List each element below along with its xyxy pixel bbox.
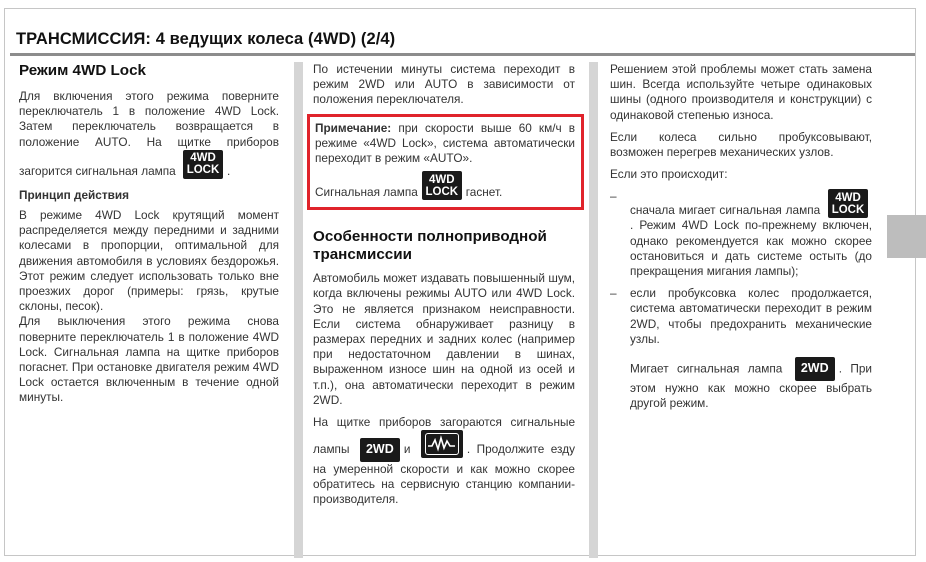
lamp-label-top: 4WD <box>190 152 216 165</box>
list-item-text <box>630 189 872 279</box>
paragraph-warning-lamps <box>313 415 575 507</box>
paragraph-enable-end: . <box>226 163 231 178</box>
note-lamp-text-before: Сигнальная лампа <box>315 185 418 200</box>
column-divider-2 <box>589 62 598 558</box>
overheat-steps-list <box>610 189 872 347</box>
column-middle <box>313 62 575 514</box>
note-text <box>315 121 575 167</box>
note-box <box>307 114 584 211</box>
note-lamp-line <box>315 171 575 200</box>
paragraph-disable: Для выключения этого режима снова поверните переключатель 1 в положение 4WD Lock. Сигнальная лампа на щитке приборов погаснет. При остановке двигателя режим 4WD Lock остается включенным в течение одной минуты. <box>19 314 279 405</box>
2wd-blink-text-before: Мигает сигнальная лампа <box>630 361 783 376</box>
warning-lamps-text-start: На щитке приборов загораются сигнальные лампы <box>313 415 575 457</box>
list-item <box>610 189 872 279</box>
lamp-label-top: 4WD <box>835 191 861 204</box>
column-left <box>19 62 279 413</box>
paragraph-2wd-blink <box>610 357 872 411</box>
section-title-4wd-lock: Режим 4WD Lock <box>19 62 146 79</box>
lamp-label-bottom: LOCK <box>425 185 459 198</box>
paragraph-if-happens: Если это происходит: <box>610 167 728 182</box>
paragraph-minute-transition: По истечении минуты система переходит в режим 2WD или AUTO в зависимости от положения переключателя. <box>313 62 575 107</box>
list-item-text-after: . Режим 4WD Lock по-прежнему включен, однако рекомендуется как можно скорее остановиться и дать системе остыть (до прекращения мигания лампы); <box>630 218 872 279</box>
4wd-lock-lamp-icon <box>828 189 868 218</box>
warning-lamps-and: и <box>403 442 411 457</box>
paragraph-principle: В режиме 4WD Lock крутящий момент распределяется между передними и задними колесами в пропорции, оптимальной для движения автомобиля в условиях бездорожья. Этот режим следует использовать только вне проезжих дорог (примеры: грязь, крутые склоны, песок). <box>19 208 279 314</box>
2wd-blink-text-after: . При этом нужно как можно скорее выбрать другой режим. <box>630 361 873 411</box>
paragraph-tires: Решением этой проблемы может стать замена шин. Всегда используйте четыре одинаковых шины (одного производителя и конструкции) с одинаковой степенью износа. <box>610 62 872 122</box>
4wd-lock-lamp-icon <box>422 171 462 200</box>
section-tab[interactable] <box>887 215 926 258</box>
paragraph-enable-text: Для включения этого режима поверните переключатель 1 в положение 4WD Lock. Затем переключатель возвращается в положение AUTO. На щитке приборов загорится сигнальная лампа <box>19 89 279 178</box>
lamp-label-bottom: LOCK <box>831 203 865 216</box>
column-right <box>610 62 872 418</box>
list-dash: – <box>610 286 617 301</box>
column-divider-1 <box>294 62 303 558</box>
note-body: при скорости выше 60 км/ч в режиме «4WD Lock», система автоматически переходит в режим «AUTO». <box>315 120 575 166</box>
header-divider <box>10 53 915 56</box>
list-item <box>610 286 872 347</box>
paragraph-noise: Автомобиль может издавать повышенный шум, когда включены режимы AUTO или 4WD Lock. Это не является признаком неисправности. Если система обнаруживает разницу в размерах передних и задних колес (например при недостаточном давлении в шинах, выраженном износе шин на одной из осей и т.п.), она автоматически переходит в режим 2WD. <box>313 271 575 407</box>
service-warning-lamp-icon <box>421 430 463 458</box>
2wd-lamp-icon <box>360 438 400 462</box>
section-title-awd-features: Особенности полноприводной трансмиссии <box>313 228 547 264</box>
note-label: Примечание: <box>315 120 392 135</box>
list-dash: – <box>610 189 617 204</box>
wave-warning-icon <box>425 433 459 455</box>
lamp-label-top: 4WD <box>428 173 455 186</box>
note-lamp-text-after: гаснет. <box>465 185 503 200</box>
lamp-label-bottom: LOCK <box>186 164 220 177</box>
warning-lamps-text-end: . Продолжите езду на умеренной скорости и как можно скорее обратитесь на сервисную станцию компании-производителя. <box>313 442 575 507</box>
paragraph-overheat: Если колеса сильно пробуксовывают, возможен перегрев механических узлов. <box>610 129 872 160</box>
list-item-text-before: сначала мигает сигнальная лампа <box>630 203 821 218</box>
lamp-label-2wd: 2WD <box>800 361 829 376</box>
2wd-lamp-icon <box>795 357 835 381</box>
lamp-label-2wd: 2WD <box>365 442 394 457</box>
4wd-lock-lamp-icon <box>183 150 223 179</box>
paragraph-enable <box>19 89 279 179</box>
page-title: ТРАНСМИССИЯ: 4 ведущих колеса (4WD) (2/4) <box>16 30 396 48</box>
list-item-text: если пробуксовка колес продолжается, система автоматически переходит в режим 2WD, чтобы предохранить механические узлы. <box>630 286 872 346</box>
subsection-title-principle: Принцип действия <box>19 187 129 202</box>
